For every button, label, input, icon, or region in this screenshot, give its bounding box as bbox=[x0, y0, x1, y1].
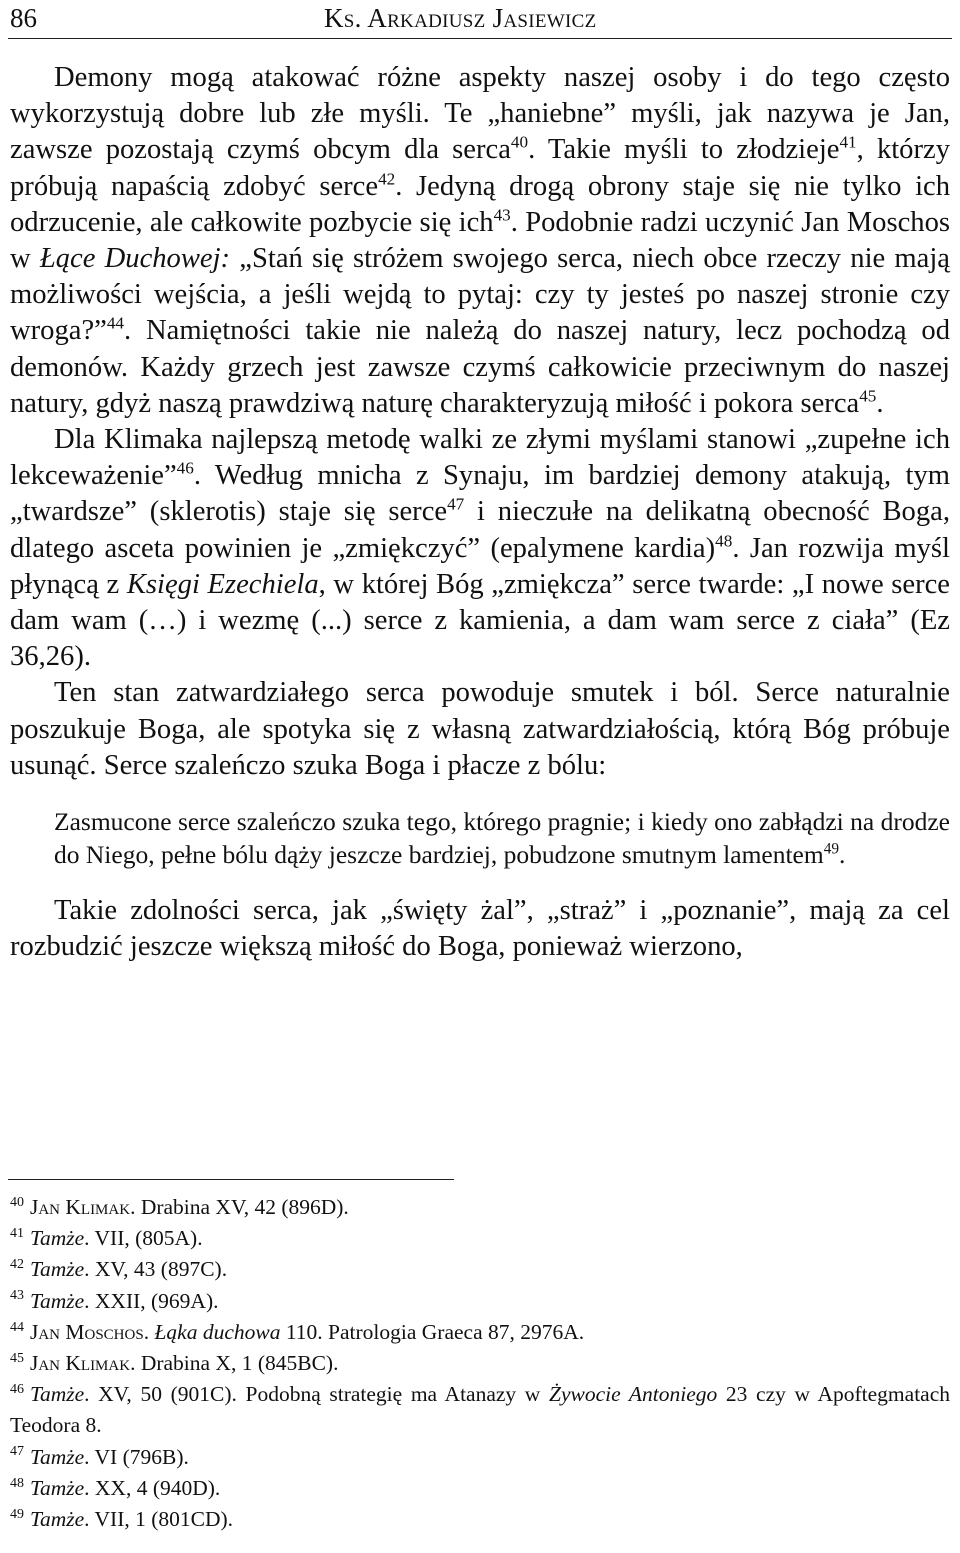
text-run: 23 czy w Apoftegmatach Teodora 8. bbox=[10, 1382, 951, 1438]
footnote-ref: 46 bbox=[176, 458, 194, 478]
footnote-separator bbox=[8, 1179, 454, 1180]
footnote-number: 46 bbox=[10, 1382, 24, 1398]
text-run: . Drabina XV, 42 (896D). bbox=[130, 1195, 349, 1219]
block-quote bbox=[54, 806, 950, 871]
text-run: Demony mogą atakować różne aspekty naszej osoby i do tego często wykorzystują dobre lub złe myśli. Te „haniebne” myśli, jak nazywa je Jan, zawsze pozostają czymś obcym dla serca bbox=[10, 62, 950, 166]
text-run: Ten stan zatwardziałego serca powoduje smutek i ból. Serce naturalnie poszukuje Boga, ale spotyka się z własną zatwardziałością, którą Bóg próbuje usunąć. Serce szaleńczo szuka Boga i płacze z bólu: bbox=[10, 677, 950, 781]
text-run: . VII, (805A). bbox=[84, 1226, 203, 1251]
footnote-number: 49 bbox=[10, 1506, 24, 1522]
text-run: . VI (796B). bbox=[84, 1444, 189, 1469]
footnote bbox=[10, 1254, 950, 1285]
footnote-ref: 45 bbox=[859, 386, 877, 406]
footnote-author: Jan Moschos bbox=[29, 1319, 144, 1344]
text-run: „Stań się stróżem swojego serca, niech obce rzeczy nie mają możliwości wejścia, a jeśli wejdą to pytaj: czy ty jesteś po naszej stronie czy wroga?” bbox=[10, 243, 950, 347]
footnote-ref: 48 bbox=[715, 531, 733, 551]
italic-title: Łące Duchowej: bbox=[39, 243, 231, 275]
footnote-author: Jan Klimak bbox=[29, 1195, 131, 1219]
footnote-ref: 47 bbox=[447, 494, 465, 514]
footnote-number: 41 bbox=[10, 1226, 24, 1242]
text-run: . bbox=[143, 1319, 155, 1344]
footnote bbox=[10, 1286, 950, 1317]
footnote-ibid: Tamże bbox=[29, 1444, 85, 1469]
text-run: . VII, 1 (801CD). bbox=[84, 1507, 234, 1532]
footnote-number: 42 bbox=[10, 1257, 24, 1273]
text-run: Takie zdolności serca, jak „święty żal”, „straż” i „poznanie”, mają za cel rozbudzić jeszcze większą miłość do Boga, ponieważ wierzono, bbox=[10, 895, 950, 963]
footnote bbox=[10, 1348, 950, 1379]
footnote-number: 43 bbox=[10, 1288, 24, 1304]
text-run: Dla Klimaka najlepszą metodę walki ze złymi myślami stanowi „zupełne ich lekceważenie” bbox=[10, 424, 950, 492]
footnote bbox=[10, 1473, 950, 1504]
footnote bbox=[10, 1379, 950, 1441]
text-run: 110. Patrologia Graeca 87, 2976A. bbox=[280, 1319, 585, 1344]
text-run: . Podobnie radzi uczynić Jan Moschos w bbox=[10, 206, 950, 275]
footnote-italic-title: Żywocie Antoniego bbox=[548, 1382, 718, 1407]
text-run: . Namiętności takie nie należą do naszej natury, lecz pochodzą od demonów. Każdy grzech jest zawsze czymś całkowicie przeciwnym do naszej natury, gdyż naszą prawdziwą naturę charakteryzują miłość i pokora serca bbox=[10, 315, 950, 419]
footnote-ref: 42 bbox=[378, 169, 396, 189]
footnote-number: 47 bbox=[10, 1444, 24, 1460]
footnote-ibid: Tamże bbox=[29, 1226, 85, 1251]
text-run: . Według mnicha z Synaju, im bardziej demony atakują, tym „twardsze” (sklerotis) staje się serce bbox=[10, 460, 950, 528]
footnote bbox=[10, 1442, 950, 1473]
footnote-number: 44 bbox=[10, 1319, 24, 1335]
text-run: , w której Bóg „zmiękcza” serce twarde: „I nowe serce dam wam (…) i wezmę (...) serce z kamienia, a dam wam serce z ciała” (Ez 36,26). bbox=[10, 568, 950, 673]
footnote-ref: 44 bbox=[106, 313, 124, 333]
paragraph bbox=[10, 675, 950, 784]
footnote-ref: 40 bbox=[510, 132, 529, 152]
paragraph bbox=[10, 60, 950, 422]
footnote bbox=[10, 1504, 950, 1535]
paragraph bbox=[10, 893, 950, 965]
footnote bbox=[10, 1223, 950, 1254]
footnote-ibid: Tamże bbox=[29, 1382, 85, 1407]
text-run: i nieczułe na delikatną obecność Boga, dlatego asceta powinien je „zmiękczyć” (epalymene kardia) bbox=[10, 496, 950, 564]
footnote-italic-title: Łąka duchowa bbox=[154, 1319, 281, 1344]
footnote-ref: 43 bbox=[493, 205, 511, 225]
footnote-ref: 41 bbox=[839, 132, 857, 152]
text-run: . Jan rozwija myśl płynącą z bbox=[10, 532, 951, 600]
footnote-ibid: Tamże bbox=[29, 1257, 85, 1282]
footnote-author: Jan Klimak bbox=[29, 1351, 131, 1376]
footnote bbox=[10, 1317, 950, 1348]
text-run: . bbox=[876, 387, 884, 419]
text-run: Zasmucone serce szaleńczo szuka tego, którego pragnie; i kiedy ono zabłądzi na drodze do Niego, pełne bólu dąży jeszcze bardziej, pobudzone smutnym lamentem bbox=[54, 807, 950, 869]
text-run: . Takie myśli to złodzieje bbox=[528, 134, 840, 166]
footnote-number: 48 bbox=[10, 1475, 24, 1491]
text-run: . XX, 4 (940D). bbox=[84, 1475, 221, 1500]
footnote-ref: 49 bbox=[823, 840, 840, 858]
text-run: . XV, 43 (897C). bbox=[84, 1257, 228, 1282]
paragraph bbox=[10, 422, 950, 675]
footnote-number: 45 bbox=[10, 1350, 24, 1366]
footnotes bbox=[10, 1192, 950, 1535]
running-title: Ks. Arkadiusz Jasiewicz bbox=[324, 3, 597, 33]
footnote-ibid: Tamże bbox=[29, 1475, 85, 1500]
text-run: . bbox=[839, 839, 846, 869]
main-text bbox=[10, 60, 950, 965]
text-run: , którzy próbują napaścią zdobyć serce bbox=[10, 134, 950, 202]
text-run: . Jedyną drogą obrony staje się nie tylko ich odrzucenie, ale całkowite pozbycie się ich bbox=[10, 170, 950, 238]
text-run: . Drabina X, 1 (845BC). bbox=[130, 1351, 339, 1376]
running-header bbox=[8, 0, 952, 39]
footnote-number: 40 bbox=[10, 1194, 24, 1210]
text-run: . XV, 50 (901C). Podobną strategię ma Atanazy w bbox=[84, 1382, 549, 1407]
page-number: 86 bbox=[10, 3, 37, 33]
footnote-ibid: Tamże bbox=[29, 1507, 85, 1532]
footnote-ibid: Tamże bbox=[29, 1288, 85, 1313]
footnote bbox=[10, 1192, 950, 1223]
italic-title: Księgi Ezechiela bbox=[126, 568, 319, 600]
text-run: . XXII, (969A). bbox=[84, 1288, 219, 1313]
